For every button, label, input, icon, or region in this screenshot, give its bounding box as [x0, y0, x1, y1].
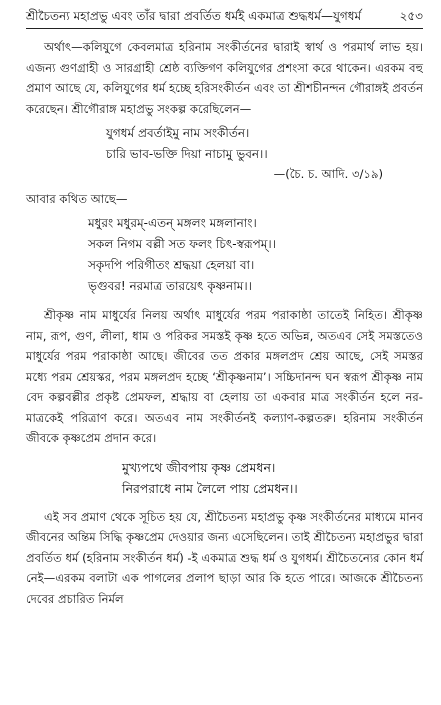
verse-2-line-2: সকল নিগম বল্লী সত ফলং চিৎ-স্বরূপম্‌।। — [88, 237, 277, 251]
page-number: ২৫৩ — [399, 9, 423, 23]
paragraph-1: অর্থাৎ—কলিযুগে কেবলমাত্র হরিনাম সংকীর্তনের দ্বারাই স্বার্থ ও পরমার্থ লাভ হয়। এজন্য গুণগ্রাহী ও সারগ্রাহী শ্রেষ্ঠ ব্যক্তিগণ কলিযুগের প্রশংসা করে থাকেন। এরকম বহু প্রমাণ আছে যে, কলিযুগের ধর্ম হচ্ছে হরিসংকীর্তন এবং তা শ্রীশচীনন্দন গৌরাঙ্গই প্রবর্তন করেছেন। শ্রীগৌরাঙ্গ মহাপ্রভু সংকল্প করেছিলেন— — [26, 40, 423, 116]
header-divider — [26, 28, 423, 29]
verse-3-line-1: মুখ্যপথে জীবপায় কৃষ্ণ প্রেমধন। — [122, 459, 276, 475]
verse-1-citation: —(চৈ. চ. আদি. ৩/১৯) — [273, 167, 383, 181]
verse-1-line-1: যুগধর্ম প্রবর্তাইমু নাম সংকীর্তন। — [106, 126, 250, 140]
paragraph-2: শ্রীকৃষ্ণ নাম মাধুর্যের নিলয় অর্থাৎ মাধুর্যের পরম পরাকাষ্ঠা তাতেই নিহিত। শ্রীকৃষ্ণ নাম, রূপ, গুণ, লীলা, ধাম ও পরিকর সমস্তই কৃষ্ণ হতে অভিন্ন, অতএব সেই সমস্ততেও মাধুর্যের পরম পরাকাষ্ঠা আছে। জীবের তত প্রকার মঙ্গলপ্রদ শ্রেয় আছে, সেই সমস্তর মধ্যে পরম শ্রেয়স্কর, পরম মঙ্গলপ্রদ হচ্ছে ‘শ্রীকৃষ্ণনাম’। সচ্চিদানন্দ ঘন স্বরূপ শ্রীকৃষ্ণ নাম বেদ কল্পবল্লীর প্রকৃষ্ট প্রেমফল, শ্রদ্ধায় বা হেলায় তা একবার মাত্র সংকীর্তন হলে নর-মাত্রকেই পরিত্রাণ করে। অতএব নাম সংকীর্তনই কল্যাণ-কল্পতরু। হরিনাম সংকীর্তন জীবকে কৃষ্ণপ্রেম প্রদান করে। — [26, 308, 423, 445]
verse-2-line-1: মধুরং মধুরম্‌-এতন্‌ মঙ্গলং মঙ্গলানাং। — [88, 216, 257, 230]
paragraph-3: এই সব প্রমাণ থেকে সূচিত হয় যে, শ্রীচৈতন্য মহাপ্রভু কৃষ্ণ সংকীর্তনের মাধ্যমে মানব জীবনের অন্তিম সিদ্ধি কৃষ্ণপ্রেম দেওয়ার জন্য এসেছিলেন। তাই শ্রীচৈতন্য মহাপ্রভুর দ্বারা প্রবর্তিত ধর্ম (হরিনাম সংকীর্তন ধর্ম) -ই একমাত্র শুদ্ধ ধর্ম ও যুগধর্ম। শ্রীচৈতন্যের কোন ধর্ম নেই—এরকম বলাটা এক পাগলের প্রলাপ ছাড়া আর কি হতে পারে। আজকে শ্রীচৈতন্য দেবের প্রচারিত নির্মল — [26, 509, 423, 606]
header-title: শ্রীচৈতন্য মহাপ্রভু এবং তাঁর দ্বারা প্রবর্তিত ধর্মই একমাত্র শুদ্ধধর্ম—যুগধর্ম — [26, 9, 362, 23]
running-header — [26, 8, 423, 26]
verse-1-line-2: চারি ভাব-ভক্তি দিয়া নাচামু ভুবন।। — [106, 146, 268, 161]
verse-2-line-4: ভৃগুবর! নরমাত্র তারয়েৎ কৃষ্ণনাম।। — [88, 279, 252, 293]
verse-3-line-2: নিরপরাধে নাম লৈলে পায় প্রেমধন।। — [122, 480, 298, 496]
verse-2-line-3: সকৃদপি পরিগীতং শ্রদ্ধয়া হেলয়া বা। — [88, 258, 255, 272]
intro-text: আবার কথিত আছে— — [26, 191, 128, 206]
